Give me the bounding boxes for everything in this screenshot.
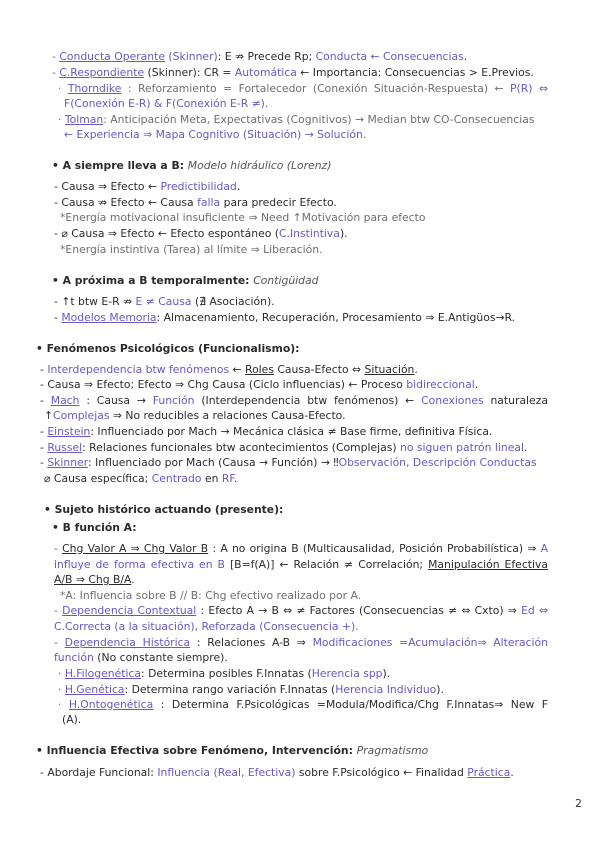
text-line: ⌀ Causa específica; Centrado en RF. bbox=[44, 472, 238, 485]
section-heading: • A próxima a B temporalmente: Contigüidad bbox=[52, 274, 319, 287]
text-line: - C.Respondiente (Skinner): CR = Automática ← Importancia: Consecuencias > E.Previos. bbox=[52, 66, 534, 79]
text-line: · Thorndike : Reforzamiento = Fortalecedor (Conexión Situación-Respuesta) ← P(R) ⇔ bbox=[58, 82, 548, 95]
text-line: - ↑t btw E-R ⇏ E ≠ Causa (∄ Asociación). bbox=[54, 295, 275, 308]
text-line: - Interdependencia btw fenómenos ← Roles Causa-Efecto ⇔ Situación. bbox=[40, 363, 418, 376]
section-heading: • Sujeto histórico actuando (presente): bbox=[44, 503, 284, 516]
text-line: - Russel: Relaciones funcionales btw acontecimientos (Complejas) no siguen patrón lineal. bbox=[40, 441, 528, 454]
text-line: - Chg Valor A ⇒ Chg Valor B : A no origina B (Multicausalidad, Posición Probabilística) ⇒ A bbox=[54, 542, 549, 555]
page-number: 2 bbox=[575, 797, 582, 810]
text-line: influye de forma efectiva en B [B=f(A)] ← Relación ≠ Correlación; Manipulación Efectiva bbox=[54, 558, 548, 571]
text-line: - Einstein: Influenciado por Mach → Mecánica clásica ≠ Base firme, definitiva Física. bbox=[40, 425, 493, 438]
text-line: - Mach : Causa → Función (Interdependencia btw fenómenos) ← Conexiones naturaleza bbox=[40, 394, 548, 407]
text-line: F(Conexión E-R) & F(Conexión E-R ≠). bbox=[64, 97, 269, 110]
text-line: · Tolman: Anticipación Meta, Expectativas (Cognitivos) → Median btw CO-Consecuencias bbox=[58, 113, 535, 126]
text-line: *Energía motivacional insuficiente ⇒ Need ↑Motivación para efecto bbox=[60, 211, 426, 224]
text-line: · H.Ontogenética : Determina F.Psicológicas =Modula/Modifica/Chg F.Innatas⇒ New F bbox=[58, 698, 548, 711]
text-line: ← Experiencia ⇒ Mapa Cognitivo (Situación) → Solución. bbox=[64, 128, 367, 141]
text-line: - ⌀ Causa ⇒ Efecto ← Efecto espontáneo (C.Instintiva). bbox=[54, 227, 348, 240]
section-heading: • Influencia Efectiva sobre Fenómeno, Intervención: Pragmatismo bbox=[36, 744, 429, 757]
text-line: - Dependencia Contextual : Efecto A → B ⇔ ≠ Factores (Consecuencias ≠ ⇔ Cxto) ⇒ Ed ⇔ bbox=[54, 604, 549, 617]
text-line: - Conducta Operante (Skinner): E ⇏ Precede Rp; Conducta ← Consecuencias. bbox=[52, 50, 468, 63]
text-line: · H.Filogenética: Determina posibles F.Innatas (Herencia spp). bbox=[58, 667, 391, 680]
section-heading: • B función A: bbox=[52, 521, 137, 534]
text-line: ↑Complejas ⇒ No reducibles a relaciones Causa-Efecto. bbox=[44, 409, 346, 422]
text-line: - Modelos Memoria: Almacenamiento, Recuperación, Procesamiento ⇒ E.Antigüos→R. bbox=[54, 311, 516, 324]
text-line: - Abordaje Funcional: Influencia (Real, Efectiva) sobre F.Psicológico ← Finalidad Práctica. bbox=[40, 766, 514, 779]
text-line: (A). bbox=[62, 713, 82, 726]
text-line: - Causa ⇏ Efecto ← Causa falla para predecir Efecto. bbox=[54, 196, 337, 209]
text-line: - Causa ⇒ Efecto; Efecto ⇒ Chg Causa (Ciclo influencias) ← Proceso bidireccional. bbox=[40, 378, 479, 391]
section-heading: • A siempre lleva a B: Modelo hidráulico (Lorenz) bbox=[52, 159, 332, 172]
text-line: *Energía instintiva (Tarea) al límite ⇒ Liberación. bbox=[60, 243, 323, 256]
text-line: C.Correcta (a la situación), Reforzada (Consecuencia +). bbox=[54, 620, 359, 633]
text-line: - Dependencia Histórica : Relaciones A-B ⇒ Modificaciones =Acumulación⇒ Alteración bbox=[54, 636, 548, 649]
text-line: - Causa ⇒ Efecto ← Predictibilidad. bbox=[54, 180, 241, 193]
text-line: · H.Genética: Determina rango variación F.Innatas (Herencia Individuo). bbox=[58, 683, 444, 696]
text-line: - Skinner: Influenciado por Mach (Causa → Función) → ‼Observación, Descripción Conductas bbox=[40, 456, 537, 469]
text-line: función (No constante siempre). bbox=[54, 651, 228, 664]
section-heading: • Fenómenos Psicológicos (Funcionalismo): bbox=[36, 342, 300, 355]
text-line: *A: Influencia sobre B // B: Chg efectivo realizado por A. bbox=[60, 589, 362, 602]
text-line: A/B ⇒ Chg B/A. bbox=[54, 573, 135, 586]
